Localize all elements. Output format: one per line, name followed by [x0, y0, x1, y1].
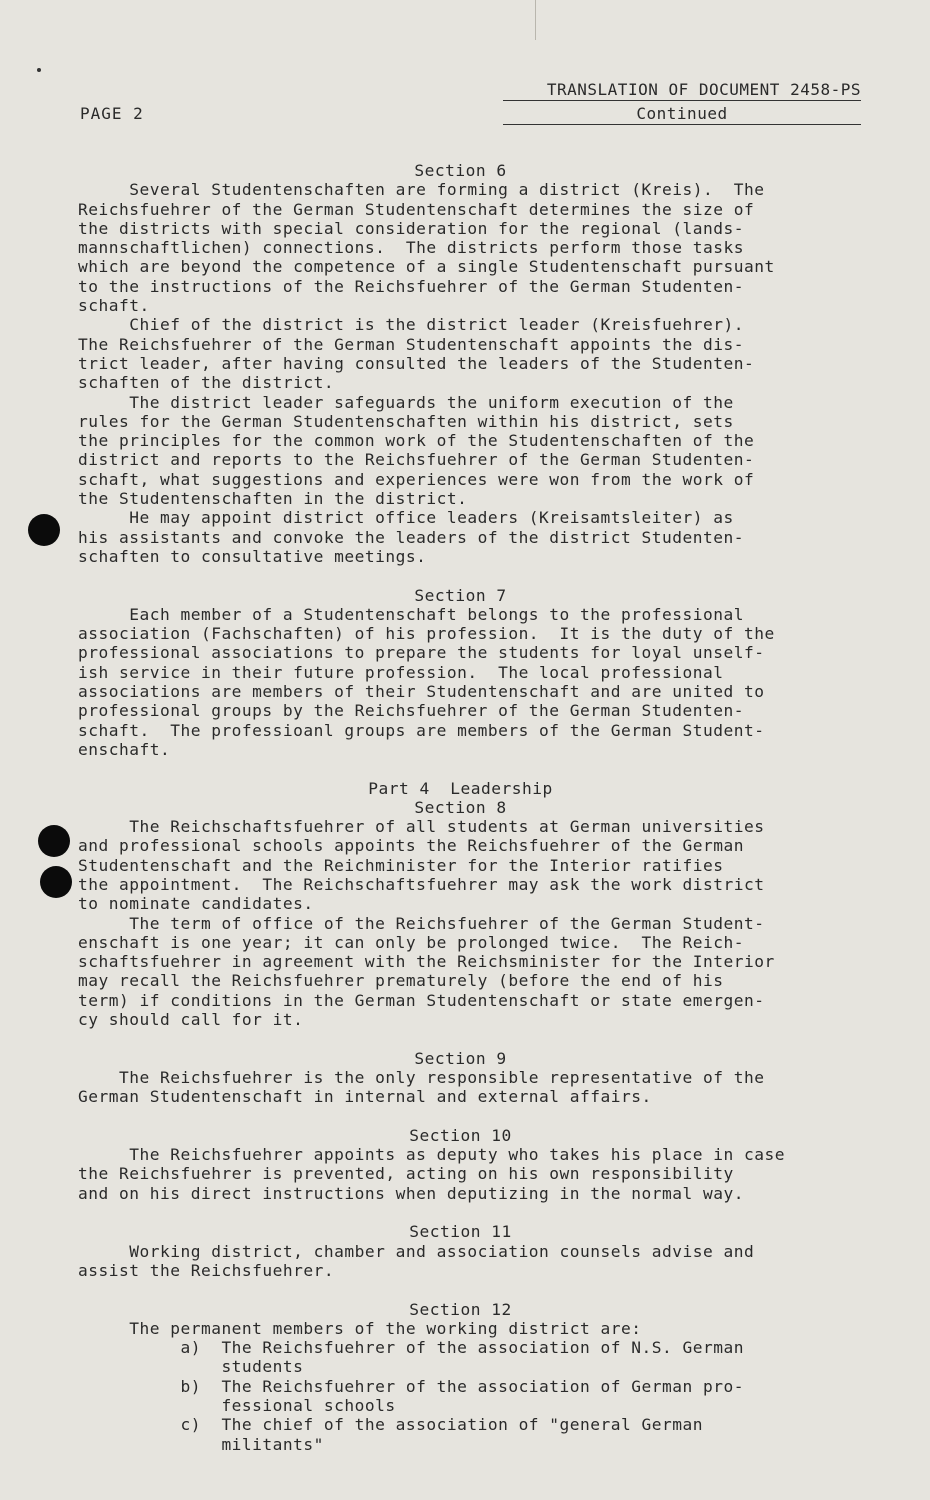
- text-line: The Reichschaftsfuehrer of all students at German universities: [78, 817, 765, 837]
- text-line: c) The chief of the association of "general German: [78, 1415, 703, 1435]
- text-line: Chief of the district is the district leader (Kreisfuehrer).: [78, 315, 744, 335]
- section-heading: Section 11: [409, 1222, 512, 1242]
- text-line: students: [78, 1357, 304, 1377]
- text-line: a) The Reichsfuehrer of the association of N.S. German: [78, 1338, 744, 1358]
- paragraph-gap: [78, 759, 878, 778]
- text-line: which are beyond the competence of a single Studentenschaft pursuant: [78, 257, 775, 277]
- text-line: to nominate candidates.: [78, 894, 314, 914]
- text-line: The Reichsfuehrer is the only responsible representative of the: [78, 1067, 765, 1087]
- text-line: professional associations to prepare the students for loyal unself-: [78, 643, 765, 663]
- paragraph-gap: [78, 1280, 878, 1299]
- text-line: The Reichsfuehrer of the German Studentenschaft appoints the dis-: [78, 334, 744, 354]
- punch-hole: [40, 866, 72, 898]
- text-line: schaft. The professioanl groups are members of the German Student-: [78, 720, 765, 740]
- text-line: the principles for the common work of the Studentenschaften of the: [78, 431, 755, 451]
- text-line: schaft.: [78, 296, 150, 316]
- text-line: and on his direct instructions when deputizing in the normal way.: [78, 1183, 744, 1203]
- text-line: to the instructions of the Reichsfuehrer of the German Studenten-: [78, 276, 744, 296]
- text-line: enschaft is one year; it can only be prolonged twice. The Reich-: [78, 932, 744, 952]
- section-heading: Section 12: [409, 1299, 512, 1319]
- text-line: mannschaftlichen) connections. The districts perform those tasks: [78, 238, 744, 258]
- text-line: b) The Reichsfuehrer of the association of German pro-: [78, 1376, 744, 1396]
- text-line: association (Fachschaften) of his profession. It is the duty of the: [78, 624, 775, 644]
- text-line: the Reichsfuehrer is prevented, acting on his own responsibility: [78, 1164, 734, 1184]
- text-line: term) if conditions in the German Studentenschaft or state emergen-: [78, 990, 765, 1010]
- punch-hole: [28, 514, 60, 546]
- text-line: Several Studentenschaften are forming a district (Kreis). The: [78, 180, 765, 200]
- section-heading: Section 7: [414, 585, 507, 605]
- paragraph-gap: [78, 566, 878, 585]
- text-line: enschaft.: [78, 739, 171, 759]
- text-line: and professional schools appoints the Reichsfuehrer of the German: [78, 836, 744, 856]
- text-line: the appointment. The Reichschaftsfuehrer may ask the work district: [78, 874, 765, 894]
- text-line: The term of office of the Reichsfuehrer of the German Student-: [78, 913, 765, 933]
- text-line: his assistants and convoke the leaders of the district Studenten-: [78, 527, 744, 547]
- section-heading: Section 10: [409, 1125, 512, 1145]
- text-line: German Studentenschaft in internal and external affairs.: [78, 1087, 652, 1107]
- text-line: professional groups by the Reichsfuehrer of the German Studenten-: [78, 701, 744, 721]
- text-line: schaften to consultative meetings.: [78, 546, 427, 566]
- text-line: district and reports to the Reichsfuehrer of the German Studenten-: [78, 450, 755, 470]
- text-line: Studentenschaft and the Reichminister for the Interior ratifies: [78, 855, 724, 875]
- section-heading: Section 6: [414, 161, 507, 180]
- section-heading: Part 4 Leadership: [368, 778, 553, 798]
- section-heading: Section 8: [414, 797, 507, 817]
- section-heading: Section 9: [414, 1048, 507, 1068]
- text-line: The permanent members of the working district are:: [78, 1318, 642, 1338]
- paragraph-gap: [78, 1107, 878, 1126]
- text-line: Working district, chamber and association counsels advise and: [78, 1241, 755, 1261]
- document-body: [78, 161, 878, 1454]
- text-line: cy should call for it.: [78, 1010, 304, 1030]
- text-line: schaft, what suggestions and experiences were won from the work of: [78, 469, 755, 489]
- text-line: schaften of the district.: [78, 373, 335, 393]
- text-line: rules for the German Studentenschaften within his district, sets: [78, 411, 734, 431]
- text-line: may recall the Reichsfuehrer prematurely (before the end of his: [78, 971, 724, 991]
- text-line: The district leader safeguards the uniform execution of the: [78, 392, 734, 412]
- paper-speck: [37, 68, 41, 72]
- text-line: trict leader, after having consulted the leaders of the Studenten-: [78, 353, 755, 373]
- text-line: Each member of a Studentenschaft belongs to the professional: [78, 604, 744, 624]
- text-line: Reichsfuehrer of the German Studentenschaft determines the size of: [78, 199, 755, 219]
- page-number: PAGE 2: [80, 104, 144, 123]
- text-line: assist the Reichsfuehrer.: [78, 1260, 335, 1280]
- text-line: militants": [78, 1434, 324, 1454]
- document-header: [503, 80, 861, 125]
- text-line: He may appoint district office leaders (Kreisamtsleiter) as: [78, 508, 734, 528]
- text-line: schaftsfuehrer in agreement with the Reichsminister for the Interior: [78, 952, 775, 972]
- document-title: TRANSLATION OF DOCUMENT 2458-PS: [503, 80, 861, 101]
- punch-hole: [38, 825, 70, 857]
- paragraph-gap: [78, 1029, 878, 1048]
- text-line: the Studentenschaften in the district.: [78, 489, 468, 509]
- text-line: ish service in their future profession. The local professional: [78, 662, 724, 682]
- paper-fold-mark: [535, 0, 536, 40]
- text-line: The Reichsfuehrer appoints as deputy who takes his place in case: [78, 1145, 785, 1165]
- text-line: the districts with special consideration for the regional (lands-: [78, 218, 744, 238]
- paragraph-gap: [78, 1203, 878, 1222]
- text-line: associations are members of their Studentenschaft and are united to: [78, 682, 765, 702]
- document-subtitle: Continued: [503, 104, 861, 125]
- text-line: fessional schools: [78, 1396, 396, 1415]
